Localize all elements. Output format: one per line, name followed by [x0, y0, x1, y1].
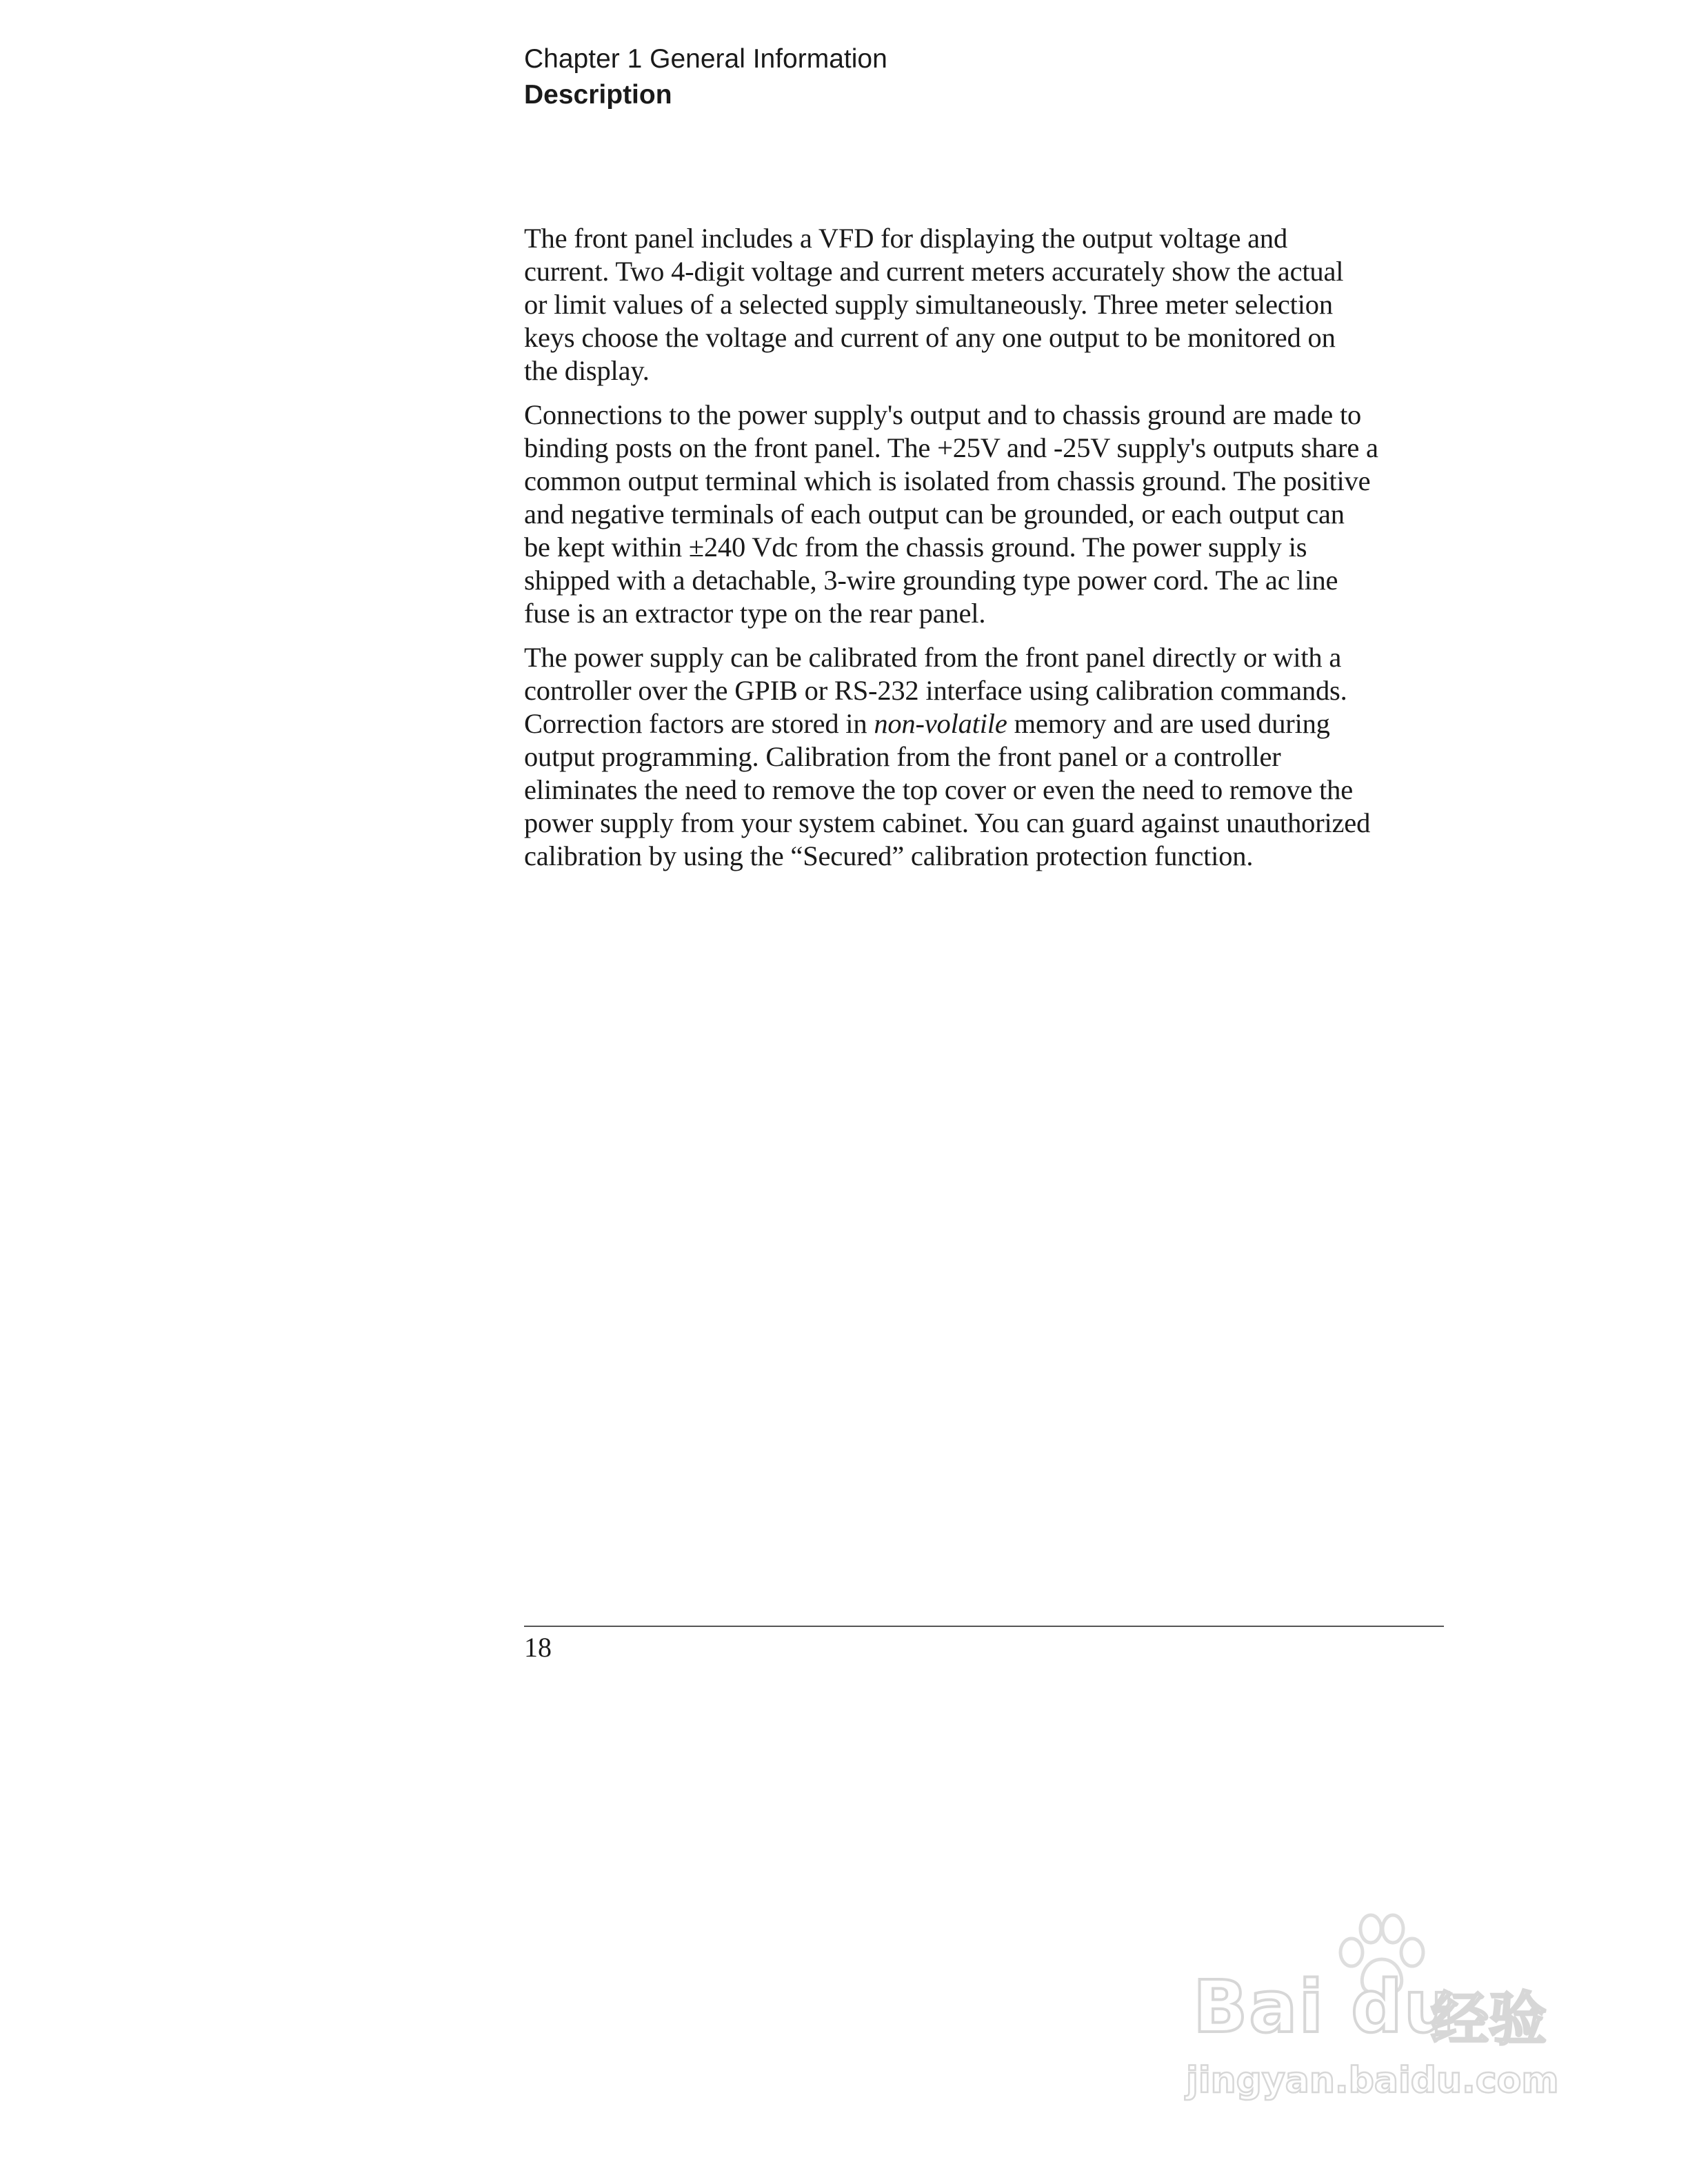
text-line: shipped with a detachable, 3-wire grounding type power cord. The ac line: [524, 565, 1338, 596]
text-run: Correction factors are stored in: [524, 708, 874, 739]
text-line: controller over the GPIB or RS-232 interface using calibration commands.: [524, 675, 1347, 706]
footer-rule: [524, 1626, 1444, 1627]
text-line: [524, 707, 1448, 740]
section-title: Description: [524, 80, 672, 110]
running-header: [524, 41, 887, 113]
text-line: Connections to the power supply's output and to chassis ground are made to: [524, 399, 1362, 430]
text-line: binding posts on the front panel. The +25V and -25V supply's outputs share a: [524, 432, 1378, 463]
text-line: eliminates the need to remove the top cover or even the need to remove the: [524, 774, 1353, 805]
page-number: 18: [524, 1632, 552, 1663]
text-line: be kept within ±240 Vdc from the chassis ground. The power supply is: [524, 532, 1307, 563]
body-text: [524, 222, 1448, 884]
paragraph: [524, 641, 1448, 873]
watermark-chinese: 经验: [1431, 1985, 1547, 2053]
watermark-url: jingyan.baidu.com: [1186, 2060, 1559, 2101]
watermark-brand: Bai du: [1193, 1965, 1456, 2049]
text-line: fuse is an extractor type on the rear panel.: [524, 598, 986, 629]
text-line: output programming. Calibration from the front panel or a controller: [524, 741, 1281, 772]
text-line: current. Two 4-digit voltage and current meters accurately show the actual: [524, 256, 1344, 287]
paragraph: [524, 222, 1448, 387]
text-line: the display.: [524, 355, 650, 386]
text-run: memory and are used during: [1007, 708, 1330, 739]
italic-term: non-volatile: [874, 708, 1007, 739]
text-line: or limit values of a selected supply simultaneously. Three meter selection: [524, 289, 1333, 320]
chapter-title: Chapter 1 General Information: [524, 44, 887, 74]
text-line: calibration by using the “Secured” calibration protection function.: [524, 840, 1254, 871]
text-line: The front panel includes a VFD for displaying the output voltage and: [524, 223, 1288, 254]
text-line: and negative terminals of each output can be grounded, or each output can: [524, 498, 1345, 529]
text-line: The power supply can be calibrated from the front panel directly or with a: [524, 642, 1342, 673]
paragraph: [524, 398, 1448, 630]
text-line: keys choose the voltage and current of any one output to be monitored on: [524, 322, 1336, 353]
text-line: common output terminal which is isolated from chassis ground. The positive: [524, 465, 1371, 496]
baidu-watermark: [1186, 1910, 1579, 2116]
text-line: power supply from your system cabinet. You can guard against unauthorized: [524, 807, 1371, 838]
